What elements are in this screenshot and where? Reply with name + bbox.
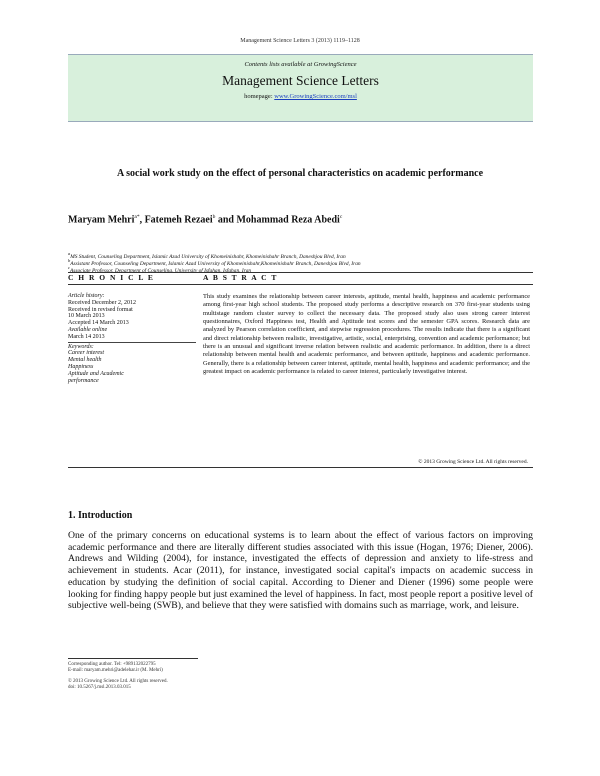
author-name: Fatemeh Rezaei — [144, 214, 213, 226]
running-header: Management Science Letters 3 (2013) 1119–1128 — [240, 38, 360, 44]
publisher-name: GrowingScience — [313, 61, 357, 68]
divider — [68, 284, 533, 285]
contents-line — [68, 61, 533, 68]
affil-mark: b — [68, 258, 71, 263]
homepage-line — [68, 93, 533, 100]
history-line: Received in revised format — [68, 306, 133, 313]
abstract-copyright: © 2013 Growing Science Ltd. All rights reserved. — [418, 459, 528, 465]
affil-text: Assistant Professor, Counseling Department, Islamic Azad University of Khomeinishahr,Khomeinishahr Branch, Daneshjou Blvd, Iran — [70, 260, 361, 267]
paper-title: A social work study on the effect of personal characteristics on academic performance — [116, 168, 484, 179]
divider — [68, 467, 533, 468]
author-affil-mark: c — [339, 214, 343, 220]
footer-copyright: © 2013 Growing Science Ltd. All rights reserved. — [68, 679, 168, 684]
author-separator: , — [139, 214, 145, 226]
author-name: Mohammad Reza Abedi — [236, 214, 340, 226]
keyword: Mental health — [68, 357, 102, 364]
keyword: Career interest — [68, 350, 105, 357]
history-line: 10 March 2013 — [68, 313, 105, 320]
section-heading-introduction: 1. Introduction — [68, 510, 133, 521]
history-line: Accepted 14 March 2013 — [68, 320, 129, 327]
author-separator: and — [215, 214, 237, 226]
footnote-rule — [68, 658, 198, 659]
keyword: performance — [68, 377, 99, 384]
chronicle-heading: C H R O N I C L E — [68, 273, 155, 282]
history-line: Received December 2, 2012 — [68, 299, 136, 306]
divider — [68, 342, 196, 343]
corresponding-author: Corresponding author. Tel: +989132022795 — [68, 662, 156, 667]
journal-title: Management Science Letters — [222, 73, 379, 88]
contents-prefix: Contents lists available at — [244, 61, 313, 68]
introduction-paragraph: One of the primary concerns on educational systems is to learn about the effect of various factors on improving academic performance and there are literally different studies associated with this issue (Hogan, 1976; Diener, 2006). Andrews and Wilding (2004), for instance, investigated the effects of depression and anxiety to life-stress and achievement in students. Acar (2011), for instance, investigated social capital's impacts on academic success in education by studying the definition of social capital. According to Diener and Diener (1996) some people were looking for finding happy people but just examined the level of happiness. In fact, most people report a positive level of subjective well-being (SWB), and believe that they were satisfied with domains such as marriage, work, and leisure. — [68, 530, 533, 612]
doi: doi: 10.5267/j.msl.2013.03.015 — [68, 685, 131, 690]
author-email: E-mail: maryam.mehri@adelehar.ir (M. Mehri) — [68, 668, 163, 673]
homepage-prefix: homepage: — [244, 93, 273, 100]
keyword: Happiness — [68, 363, 94, 370]
author-affil-mark: b — [212, 214, 216, 220]
journal-banner — [68, 54, 533, 122]
author-list — [68, 214, 342, 225]
history-line: Available online — [68, 326, 108, 333]
homepage-link[interactable]: www.GrowingScience.com/msl — [274, 93, 357, 100]
history-line: March 14 2013 — [68, 333, 105, 340]
abstract-text: This study examines the relationship between career interests, aptitude, mental health, happiness and academic performance among first-year high school students. The proposed study performs a descriptive research on 370 first-year students using multistage random cluster survey to collect the necessary data. The proposed study also uses strong career interest questionnaires, Oxford Happiness test, Health and Aptitude test scores and the semester GPA scores. Research data are analyzed by Pearson correlation coefficient, and stepwise regression procedures. The results indicate that there is a significant and direct relationship between realistic, investigative, artistic, social, enterprising, convention and academic performance; but there is an unusual and significant inverse relation between realistic and academic performance. In addition, there is a direct relationship between mental health and academic performance, and between aptitude, happiness and academic performance. Generally, there is a relationship between career interest, aptitude, mental health, happiness and academic performance; and the greatest impact on academic performance is related to career interest, particularly investigative interest. — [203, 293, 530, 376]
keywords-label: Keywords: — [68, 343, 94, 350]
affil-text: MS Student, Counseling Department, Islamic Azad University of Khomeinishahr, Khomeinishahr Branch, Daneshjou Blvd, Iran — [70, 253, 346, 260]
affil-mark: a — [68, 251, 71, 256]
affil-text: Associate Professor, Department of Counseling, University of Isfahan, Isfahan, Iran — [70, 267, 252, 274]
author-affil-mark: a* — [134, 214, 140, 220]
article-info — [68, 293, 196, 384]
affil-mark: c — [68, 265, 70, 270]
keyword: Aptitude and Academic — [68, 370, 124, 377]
article-history-label: Article history: — [68, 293, 105, 299]
author-name: Maryam Mehri — [68, 214, 135, 226]
abstract-heading: A B S T R A C T — [203, 273, 278, 282]
